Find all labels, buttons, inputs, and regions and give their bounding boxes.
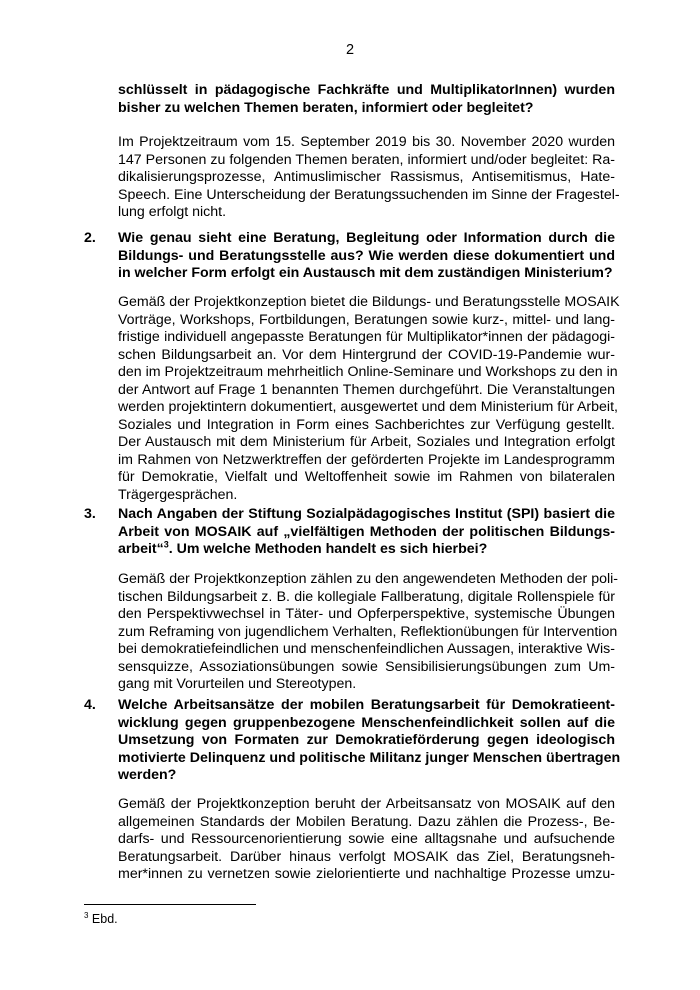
answer-line: den Perspektivwechsel in Täter- und Opferperspektive, systemische Übungen [118, 606, 615, 622]
answer-line: Gemäß der Projektkonzeption beruht der Arbeitsansatz von MOSAIK auf den [118, 796, 615, 812]
answer-line: 147 Personen zu folgenden Themen beraten, informiert und/oder begleitet: Ra- [118, 151, 615, 168]
answer-line: tischen Bildungsarbeit z. B. die kollegiale Fallberatung, digitale Rollenspiele für [118, 588, 615, 605]
answer-line: werden projektintern dokumentiert, ausgewertet und dem Ministerium für Arbeit, [118, 399, 618, 415]
answer-line: lung erfolgt nicht. [118, 204, 227, 220]
answer-line: dikalisierungsprozesse, Antimuslimischer Rassismus, Antisemitismus, Hate- [118, 169, 615, 185]
question-line: Arbeit von MOSAIK auf „vielfältigen Methoden der politischen Bildungs- [118, 523, 615, 540]
question-line: Welche Arbeitsansätze der mobilen Beratungsarbeit für Demokratieent- [118, 697, 615, 713]
intro-question [118, 82, 615, 117]
question-line: in welcher Form erfolgt ein Austausch mit dem zuständigen Ministerium? [118, 265, 613, 281]
question-line: Bildungs- und Beratungsstelle aus? Wie werden diese dokumentiert und [118, 247, 615, 264]
question-line: werden? [118, 767, 177, 783]
answer-line: Im Projektzeitraum vom 15. September 2019 bis 30. November 2020 wurden [118, 134, 615, 150]
question-line: Umsetzung von Formaten zur Demokratieförderung gegen ideologisch [118, 732, 615, 748]
answer-line: sensquizze, Assoziationsübungen sowie Sensibilisierungsübungen zum Um- [118, 658, 615, 675]
answer-line: schen Bildungsarbeit an. Vor dem Hintergrund der COVID-19-Pandemie wur- [118, 346, 615, 363]
question-line: motivierte Delinquenz und politische Militanz junger Menschen übertragen [118, 749, 621, 766]
question-fragment: . Um welche Methoden handelt es sich hierbei? [168, 541, 488, 557]
question-line: bisher zu welchen Themen beraten, informiert oder begleitet? [118, 99, 534, 116]
answer-line: Der Austausch mit dem Ministerium für Arbeit, Soziales und Integration erfolgt [118, 434, 615, 450]
footnote-marker: 3 [84, 910, 89, 920]
answer-line: mer*innen zu vernetzen sowie zielorientierte und nachhaltige Prozesse umzu- [118, 866, 615, 882]
answer-line: gang mit Vorurteilen und Stereotypen. [118, 676, 357, 692]
question-4-number: 4. [84, 697, 96, 713]
answer-line: den im Projektzeitraum mehrheitlich Online-Seminare und Workshops zu den in [118, 364, 618, 380]
answer-line: allgemeinen Standards der Mobilen Beratung. Dazu zählen die Prozess-, Be- [118, 813, 615, 830]
answer-line: Gemäß der Projektkonzeption bietet die Bildungs- und Beratungsstelle MOSAIK [118, 294, 620, 310]
answer-4 [118, 796, 615, 884]
answer-line: Beratungsarbeit. Darüber hinaus verfolgt MOSAIK das Ziel, Beratungsneh- [118, 848, 615, 865]
answer-line: darfs- und Ressourcenorientierung sowie eine alltagsnahe und aufsuchende [118, 831, 615, 847]
answer-line: zum Reframing von jugendlichem Verhalten, Reflektionübungen für Intervention [118, 623, 618, 640]
answer-line: Vorträge, Workshops, Fortbildungen, Beratungen sowie kurz-, mittel- und lang- [118, 311, 615, 328]
footnote-reference[interactable]: 3 [163, 539, 169, 550]
footnote-text: Ebd. [88, 912, 118, 926]
answer-line: bei demokratiefeindlichen und menschenfeindlichen Aussagen, interaktive Wis- [118, 641, 615, 657]
question-line: wicklung gegen gruppenbezogene Menschenfeindlichkeit sollen auf die [118, 714, 615, 731]
footnote-divider [84, 904, 256, 905]
answer-line: Soziales und Integration in Form eines Sachberichtes zur Verfügung gestellt. [118, 416, 615, 433]
answer-2 [118, 294, 620, 504]
answer-3 [118, 571, 619, 694]
question-line: Wie genau sieht eine Beratung, Begleitung oder Information durch die [118, 230, 615, 246]
question-4 [118, 697, 621, 785]
question-line [118, 541, 615, 559]
answer-line: der Antwort auf Frage 1 benannten Themen durchgeführt. Die Veranstaltungen [118, 381, 615, 398]
question-3-number: 3. [84, 506, 96, 522]
answer-line: Gemäß der Projektkonzeption zählen zu den angewendeten Methoden der poli- [118, 571, 619, 587]
answer-line: im Rahmen von Netzwerktreffen der geförderten Projekte im Landesprogramm [118, 451, 615, 468]
question-line: schlüsselt in pädagogische Fachkräfte und MultiplikatorInnen) wurden [118, 82, 615, 98]
answer-line: Trägergesprächen. [118, 486, 238, 503]
question-2-number: 2. [84, 230, 96, 246]
footnote [84, 912, 118, 927]
intro-answer [118, 134, 620, 222]
question-line: Nach Angaben der Stiftung Sozialpädagogisches Institut (SPI) basiert die [118, 506, 615, 522]
page-number: 2 [345, 42, 355, 58]
answer-line: fristige individuell angepasste Beratungen für Multiplikator*innen der pädagogi- [118, 329, 615, 345]
question-2 [118, 230, 615, 283]
answer-line: Speech. Eine Unterscheidung der Beratungssuchenden im Sinne der Fragestel- [118, 186, 620, 203]
question-fragment: arbeit“ [118, 541, 164, 557]
answer-line: für Demokratie, Vielfalt und Weltoffenheit sowie im Rahmen von bilateralen [118, 469, 615, 485]
question-3 [118, 506, 615, 559]
